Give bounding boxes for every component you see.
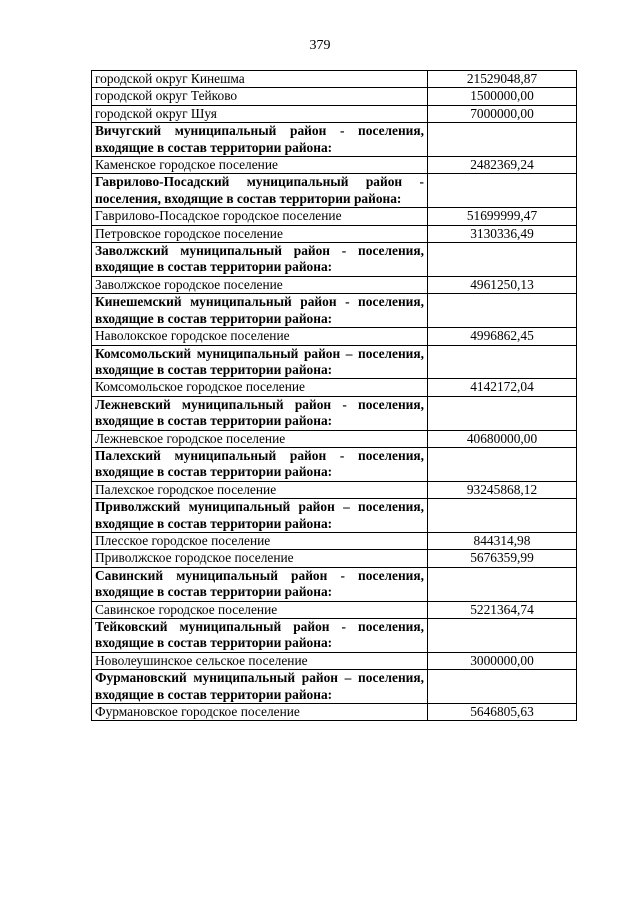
- settlement-row: [92, 430, 577, 447]
- table-body: [92, 71, 577, 721]
- amount-cell: [428, 345, 577, 379]
- settlement-row: [92, 276, 577, 293]
- district-name-cell: Савинский муниципальный район - поселения, входящие в состав территории района:: [92, 567, 428, 601]
- settlement-name-cell: Приволжское городское поселение: [92, 550, 428, 567]
- district-name-cell: Тейковский муниципальный район - поселения, входящие в состав территории района:: [92, 619, 428, 653]
- settlement-row: [92, 481, 577, 498]
- settlement-name-cell: Петровское городское поселение: [92, 225, 428, 242]
- amount-cell: 2482369,24: [428, 157, 577, 174]
- amount-cell: [428, 447, 577, 481]
- amount-cell: [428, 123, 577, 157]
- district-name-cell: Приволжский муниципальный район – поселения, входящие в состав территории района:: [92, 499, 428, 533]
- settlement-name-cell: Палехское городское поселение: [92, 481, 428, 498]
- district-header-row: [92, 294, 577, 328]
- settlement-row: [92, 105, 577, 122]
- amount-cell: 7000000,00: [428, 105, 577, 122]
- district-header-row: [92, 499, 577, 533]
- amount-cell: 5221364,74: [428, 601, 577, 618]
- settlements-allocation-table: [91, 70, 577, 721]
- district-name-cell: Вичугский муниципальный район - поселения, входящие в состав территории района:: [92, 123, 428, 157]
- amount-cell: [428, 499, 577, 533]
- district-name-cell: Кинешемский муниципальный район - поселения, входящие в состав территории района:: [92, 294, 428, 328]
- district-name-cell: Заволжский муниципальный район - поселения, входящие в состав территории района:: [92, 243, 428, 277]
- settlement-row: [92, 328, 577, 345]
- settlement-name-cell: Заволжское городское поселение: [92, 276, 428, 293]
- amount-cell: 4996862,45: [428, 328, 577, 345]
- district-header-row: [92, 174, 577, 208]
- district-header-row: [92, 447, 577, 481]
- amount-cell: 844314,98: [428, 532, 577, 549]
- district-name-cell: Гаврилово-Посадский муниципальный район - поселения, входящие в состав территории района:: [92, 174, 428, 208]
- settlement-row: [92, 208, 577, 225]
- district-header-row: [92, 396, 577, 430]
- amount-cell: [428, 294, 577, 328]
- district-header-row: [92, 567, 577, 601]
- district-header-row: [92, 670, 577, 704]
- amount-cell: [428, 396, 577, 430]
- amount-cell: [428, 567, 577, 601]
- settlement-name-cell: городской округ Кинешма: [92, 71, 428, 88]
- settlement-row: [92, 225, 577, 242]
- district-header-row: [92, 123, 577, 157]
- settlement-name-cell: городской округ Шуя: [92, 105, 428, 122]
- page-number: 379: [309, 38, 331, 53]
- amount-cell: 4142172,04: [428, 379, 577, 396]
- amount-cell: 40680000,00: [428, 430, 577, 447]
- settlement-row: [92, 157, 577, 174]
- district-name-cell: Комсомольский муниципальный район – поселения, входящие в состав территории района:: [92, 345, 428, 379]
- district-name-cell: Фурмановский муниципальный район – поселения, входящие в состав территории района:: [92, 670, 428, 704]
- amount-cell: 4961250,13: [428, 276, 577, 293]
- settlement-row: [92, 652, 577, 669]
- settlement-row: [92, 88, 577, 105]
- settlement-name-cell: городской округ Тейково: [92, 88, 428, 105]
- amount-cell: 93245868,12: [428, 481, 577, 498]
- district-header-row: [92, 243, 577, 277]
- settlement-row: [92, 704, 577, 721]
- amount-cell: 21529048,87: [428, 71, 577, 88]
- amount-cell: 5676359,99: [428, 550, 577, 567]
- amount-cell: [428, 243, 577, 277]
- district-name-cell: Лежневский муниципальный район - поселения, входящие в состав территории района:: [92, 396, 428, 430]
- amount-cell: [428, 619, 577, 653]
- settlement-name-cell: Комсомольское городское поселение: [92, 379, 428, 396]
- settlement-row: [92, 550, 577, 567]
- settlement-name-cell: Фурмановское городское поселение: [92, 704, 428, 721]
- settlement-row: [92, 71, 577, 88]
- amount-cell: [428, 174, 577, 208]
- settlement-name-cell: Савинское городское поселение: [92, 601, 428, 618]
- district-header-row: [92, 345, 577, 379]
- amount-cell: [428, 670, 577, 704]
- settlement-row: [92, 601, 577, 618]
- district-header-row: [92, 619, 577, 653]
- settlement-name-cell: Каменское городское поселение: [92, 157, 428, 174]
- district-name-cell: Палехский муниципальный район - поселения, входящие в состав территории района:: [92, 447, 428, 481]
- amount-cell: 3000000,00: [428, 652, 577, 669]
- settlement-name-cell: Гаврилово-Посадское городское поселение: [92, 208, 428, 225]
- amount-cell: 51699999,47: [428, 208, 577, 225]
- settlement-name-cell: Новолеушинское сельское поселение: [92, 652, 428, 669]
- settlement-name-cell: Наволокское городское поселение: [92, 328, 428, 345]
- amount-cell: 3130336,49: [428, 225, 577, 242]
- settlement-row: [92, 379, 577, 396]
- settlement-name-cell: Лежневское городское поселение: [92, 430, 428, 447]
- amount-cell: 1500000,00: [428, 88, 577, 105]
- settlement-row: [92, 532, 577, 549]
- amount-cell: 5646805,63: [428, 704, 577, 721]
- settlement-name-cell: Плесское городское поселение: [92, 532, 428, 549]
